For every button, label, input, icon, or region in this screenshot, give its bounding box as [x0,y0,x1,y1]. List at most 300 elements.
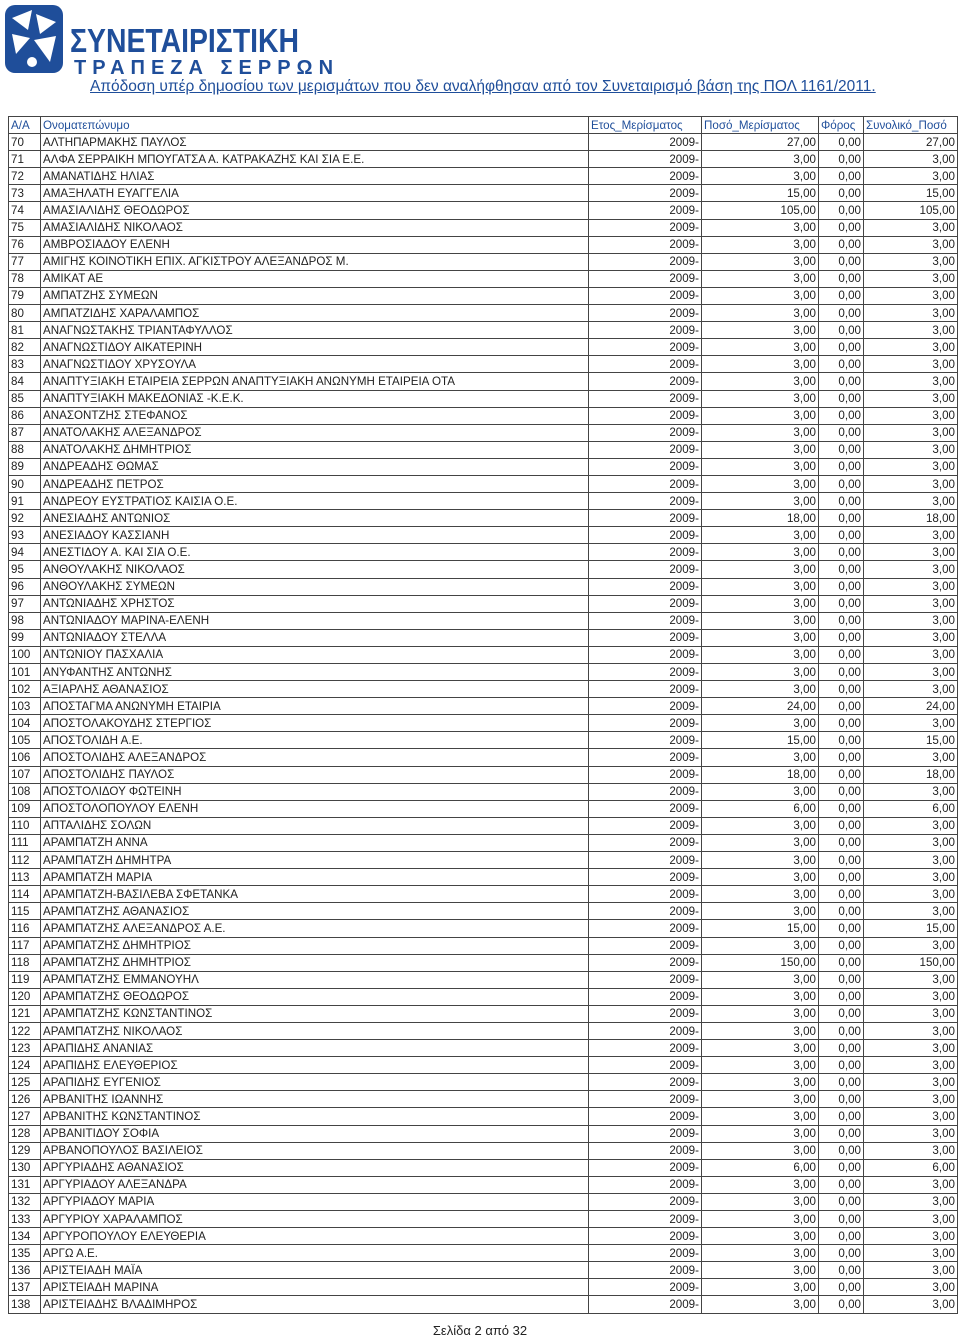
cell-amount: 3,00 [702,1142,819,1159]
table-row [9,527,958,544]
cell-aa: 100 [9,646,41,663]
table-row [9,1279,958,1296]
cell-name: ΑΡΒΑΝΙΤΗΣ ΚΩΝΣΤΑΝΤΙΝΟΣ [41,1108,589,1125]
cell-total: 3,00 [864,373,958,390]
cell-name: ΑΡΓΥΡΙΑΔΟΥ ΑΛΕΞΑΝΔΡΑ [41,1176,589,1193]
cell-amount: 3,00 [702,595,819,612]
cell-tax: 0,00 [819,1142,864,1159]
cell-total: 3,00 [864,390,958,407]
cell-tax: 0,00 [819,664,864,681]
table-row [9,305,958,322]
cell-year: 2009- [589,698,702,715]
cell-name: ΑΜΙΚΑΤ ΑΕ [41,270,589,287]
bank-logo-icon [4,4,64,74]
table-row [9,937,958,954]
cell-name: ΑΡΑΜΠΑΤΖΗ ΑΝΝΑ [41,834,589,851]
cell-total: 3,00 [864,1245,958,1262]
cell-tax: 0,00 [819,390,864,407]
cell-year: 2009- [589,339,702,356]
cell-tax: 0,00 [819,424,864,441]
table-row [9,954,958,971]
table-row [9,800,958,817]
cell-name: ΑΛΤΗΠΑΡΜΑΚΗΣ ΠΑΥΛΟΣ [41,134,589,151]
cell-name: ΑΡΑΜΠΑΤΖΗ-ΒΑΣΙΛΕΒΑ ΣΦΕΤΑΝΚΑ [41,886,589,903]
cell-tax: 0,00 [819,937,864,954]
table-row [9,834,958,851]
cell-tax: 0,00 [819,322,864,339]
cell-total: 15,00 [864,185,958,202]
cell-tax: 0,00 [819,800,864,817]
cell-name: ΑΠΟΣΤΟΛΟΠΟΥΛΟΥ ΕΛΕΝΗ [41,800,589,817]
cell-aa: 75 [9,219,41,236]
cell-amount: 3,00 [702,236,819,253]
cell-amount: 3,00 [702,1091,819,1108]
cell-name: ΑΡΑΜΠΑΤΖΗΣ ΑΘΑΝΑΣΙΟΣ [41,903,589,920]
cell-name: ΑΠΟΣΤΟΛΙΔΗ Α.Ε. [41,732,589,749]
header-total: Συνολικό_Ποσό [864,117,958,134]
cell-total: 3,00 [864,1176,958,1193]
cell-total: 3,00 [864,1074,958,1091]
cell-tax: 0,00 [819,1211,864,1228]
cell-name: ΑΠΟΣΤΟΛΙΔΟΥ ΦΩΤΕΙΝΗ [41,783,589,800]
header-amount: Ποσό_Μερίσματος [702,117,819,134]
cell-total: 3,00 [864,1125,958,1142]
cell-total: 3,00 [864,834,958,851]
cell-total: 6,00 [864,1159,958,1176]
cell-aa: 120 [9,988,41,1005]
cell-name: ΑΜΑΝΑΤΙΔΗΣ ΗΛΙΑΣ [41,168,589,185]
cell-year: 2009- [589,185,702,202]
cell-year: 2009- [589,629,702,646]
table-row [9,185,958,202]
cell-tax: 0,00 [819,1176,864,1193]
cell-amount: 3,00 [702,869,819,886]
cell-aa: 135 [9,1245,41,1262]
table-row [9,493,958,510]
cell-name: ΑΝΤΩΝΙΑΔΟΥ ΣΤΕΛΛΑ [41,629,589,646]
cell-aa: 81 [9,322,41,339]
cell-year: 2009- [589,612,702,629]
cell-tax: 0,00 [819,134,864,151]
cell-total: 3,00 [864,817,958,834]
cell-tax: 0,00 [819,646,864,663]
cell-name: ΑΡΑΜΠΑΤΖΗΣ ΘΕΟΔΩΡΟΣ [41,988,589,1005]
table-row [9,1091,958,1108]
cell-aa: 90 [9,475,41,492]
cell-tax: 0,00 [819,1296,864,1313]
cell-name: ΑΛΦΑ ΣΕΡΡΑΙΚΗ ΜΠΟΥΓΑΤΣΑ Α. ΚΑΤΡΑΚΑΖΗΣ ΚΑΙ ΣΙΑ Ε.Ε. [41,151,589,168]
cell-year: 2009- [589,1074,702,1091]
cell-year: 2009- [589,236,702,253]
cell-name: ΑΝΑΤΟΛΑΚΗΣ ΑΛΕΞΑΝΔΡΟΣ [41,424,589,441]
cell-name: ΑΝΑΠΤΥΞΙΑΚΗ ΕΤΑΙΡΕΙΑ ΣΕΡΡΩΝ ΑΝΑΠΤΥΞΙΑΚΗ ΑΝΩΝΥΜΗ ΕΤΑΙΡΕΙΑ ΟΤΑ [41,373,589,390]
cell-aa: 130 [9,1159,41,1176]
cell-amount: 3,00 [702,253,819,270]
table-row [9,869,958,886]
header-aa: Α/Α [9,117,41,134]
cell-year: 2009- [589,1193,702,1210]
cell-name: ΑΝΑΣΟΝΤΖΗΣ ΣΤΕΦΑΝΟΣ [41,407,589,424]
cell-amount: 3,00 [702,322,819,339]
cell-name: ΑΡΓΥΡΙΑΔΟΥ ΜΑΡΙΑ [41,1193,589,1210]
cell-total: 3,00 [864,475,958,492]
cell-name: ΑΡΓΩ Α.Ε. [41,1245,589,1262]
cell-name: ΑΡΙΣΤΕΙΑΔΗ ΜΑΡΙΝΑ [41,1279,589,1296]
cell-amount: 3,00 [702,1176,819,1193]
table-row [9,766,958,783]
cell-amount: 6,00 [702,800,819,817]
cell-total: 3,00 [864,1296,958,1313]
cell-year: 2009- [589,424,702,441]
cell-amount: 3,00 [702,749,819,766]
table-row [9,458,958,475]
cell-aa: 138 [9,1296,41,1313]
cell-year: 2009- [589,287,702,304]
cell-amount: 3,00 [702,852,819,869]
cell-year: 2009- [589,510,702,527]
cell-year: 2009- [589,886,702,903]
cell-total: 3,00 [864,595,958,612]
cell-aa: 96 [9,578,41,595]
cell-total: 3,00 [864,287,958,304]
document-header [0,0,960,110]
cell-amount: 3,00 [702,441,819,458]
cell-amount: 6,00 [702,1159,819,1176]
cell-year: 2009- [589,1125,702,1142]
cell-amount: 3,00 [702,305,819,322]
cell-aa: 107 [9,766,41,783]
cell-tax: 0,00 [819,595,864,612]
cell-year: 2009- [589,595,702,612]
page-number: Σελίδα 2 από 32 [432,1323,528,1338]
table-row [9,202,958,219]
cell-total: 3,00 [864,869,958,886]
table-row [9,1296,958,1313]
cell-year: 2009- [589,1091,702,1108]
table-row [9,1262,958,1279]
cell-total: 3,00 [864,339,958,356]
cell-name: ΑΡΙΣΤΕΙΑΔΗΣ ΒΛΑΔΙΜΗΡΟΣ [41,1296,589,1313]
table-row [9,971,958,988]
cell-amount: 3,00 [702,937,819,954]
cell-year: 2009- [589,971,702,988]
cell-tax: 0,00 [819,236,864,253]
cell-amount: 3,00 [702,424,819,441]
table-row [9,1176,958,1193]
cell-name: ΑΡΑΠΙΔΗΣ ΕΥΓΕΝΙΟΣ [41,1074,589,1091]
cell-name: ΑΠΟΣΤΟΛΙΔΗΣ ΠΑΥΛΟΣ [41,766,589,783]
cell-aa: 115 [9,903,41,920]
table-row [9,783,958,800]
table-row [9,253,958,270]
table-row [9,681,958,698]
cell-name: ΑΝΔΡΕΑΔΗΣ ΠΕΤΡΟΣ [41,475,589,492]
cell-aa: 98 [9,612,41,629]
cell-name: ΑΝΕΣΤΙΔΟΥ Α. ΚΑΙ ΣΙΑ Ο.Ε. [41,544,589,561]
cell-amount: 3,00 [702,475,819,492]
cell-aa: 78 [9,270,41,287]
table-row [9,578,958,595]
cell-tax: 0,00 [819,561,864,578]
cell-tax: 0,00 [819,185,864,202]
cell-aa: 80 [9,305,41,322]
cell-name: ΑΝΤΩΝΙΟΥ ΠΑΣΧΑΛΙΑ [41,646,589,663]
cell-amount: 3,00 [702,287,819,304]
cell-tax: 0,00 [819,578,864,595]
table-body [9,134,958,1313]
cell-name: ΑΜΒΡΟΣΙΑΔΟΥ ΕΛΕΝΗ [41,236,589,253]
cell-tax: 0,00 [819,1262,864,1279]
cell-year: 2009- [589,475,702,492]
cell-aa: 110 [9,817,41,834]
cell-name: ΑΡΑΜΠΑΤΖΗΣ ΚΩΝΣΤΑΝΤΙΝΟΣ [41,1005,589,1022]
header-year: Ετος_Μερίσματος [589,117,702,134]
cell-year: 2009- [589,869,702,886]
cell-aa: 122 [9,1022,41,1039]
cell-total: 3,00 [864,715,958,732]
dividends-table [8,116,958,1314]
cell-total: 105,00 [864,202,958,219]
cell-tax: 0,00 [819,253,864,270]
table-row [9,1211,958,1228]
table-row [9,1022,958,1039]
cell-year: 2009- [589,817,702,834]
cell-name: ΑΡΑΜΠΑΤΖΗΣ ΕΜΜΑΝΟΥΗΛ [41,971,589,988]
table-row [9,236,958,253]
cell-year: 2009- [589,1108,702,1125]
cell-name: ΑΜΠΑΤΖΙΔΗΣ ΧΑΡΑΛΑΜΠΟΣ [41,305,589,322]
table-row [9,612,958,629]
cell-amount: 3,00 [702,783,819,800]
cell-total: 18,00 [864,510,958,527]
cell-year: 2009- [589,390,702,407]
cell-amount: 3,00 [702,817,819,834]
cell-tax: 0,00 [819,681,864,698]
cell-year: 2009- [589,1005,702,1022]
cell-amount: 18,00 [702,510,819,527]
cell-year: 2009- [589,1142,702,1159]
cell-total: 3,00 [864,681,958,698]
cell-tax: 0,00 [819,783,864,800]
cell-total: 3,00 [864,612,958,629]
cell-aa: 91 [9,493,41,510]
table-row [9,1108,958,1125]
cell-tax: 0,00 [819,1005,864,1022]
cell-total: 3,00 [864,544,958,561]
table-row [9,544,958,561]
table-row [9,407,958,424]
cell-year: 2009- [589,578,702,595]
cell-amount: 3,00 [702,612,819,629]
cell-name: ΑΝΕΣΙΑΔΟΥ ΚΑΣΣΙΑΝΗ [41,527,589,544]
cell-name: ΑΠΟΣΤΟΛΙΔΗΣ ΑΛΕΞΑΝΔΡΟΣ [41,749,589,766]
cell-year: 2009- [589,202,702,219]
cell-total: 3,00 [864,1262,958,1279]
cell-year: 2009- [589,151,702,168]
cell-tax: 0,00 [819,886,864,903]
cell-amount: 3,00 [702,834,819,851]
cell-aa: 119 [9,971,41,988]
cell-name: ΑΝΔΡΕΑΔΗΣ ΘΩΜΑΣ [41,458,589,475]
cell-total: 3,00 [864,1057,958,1074]
cell-year: 2009- [589,903,702,920]
table-row [9,1057,958,1074]
cell-amount: 3,00 [702,458,819,475]
cell-amount: 3,00 [702,1296,819,1313]
cell-aa: 133 [9,1211,41,1228]
cell-year: 2009- [589,852,702,869]
table-row [9,287,958,304]
cell-aa: 113 [9,869,41,886]
cell-aa: 87 [9,424,41,441]
cell-aa: 101 [9,664,41,681]
cell-name: ΑΡΓΥΡΙΑΔΗΣ ΑΘΑΝΑΣΙΟΣ [41,1159,589,1176]
cell-year: 2009- [589,681,702,698]
document-subtitle: Απόδοση υπέρ δημοσίου των μερισμάτων που δεν αναλήφθησαν από τον Συνεταιρισμό βάση της ΠΟΛ 1161/2011. [90,78,876,95]
cell-amount: 3,00 [702,1245,819,1262]
cell-name: ΑΜΑΞΗΛΑΤΗ ΕΥΑΓΓΕΛΙΑ [41,185,589,202]
cell-aa: 125 [9,1074,41,1091]
brand-name: ΣΥΝΕΤΑΙΡΙΣΤΙΚΗ [70,22,300,59]
cell-year: 2009- [589,1159,702,1176]
cell-aa: 131 [9,1176,41,1193]
table-row [9,1142,958,1159]
cell-year: 2009- [589,1022,702,1039]
cell-year: 2009- [589,253,702,270]
table-row [9,988,958,1005]
table-row [9,1074,958,1091]
cell-name: ΑΜΑΣΙΑΛΙΔΗΣ ΘΕΟΔΩΡΟΣ [41,202,589,219]
cell-tax: 0,00 [819,971,864,988]
cell-amount: 3,00 [702,1005,819,1022]
cell-total: 3,00 [864,356,958,373]
cell-amount: 3,00 [702,578,819,595]
cell-aa: 123 [9,1040,41,1057]
cell-name: ΑΡΑΜΠΑΤΖΗΣ ΑΛΕΞΑΝΔΡΟΣ Α.Ε. [41,920,589,937]
cell-aa: 117 [9,937,41,954]
cell-year: 2009- [589,322,702,339]
cell-year: 2009- [589,1296,702,1313]
cell-year: 2009- [589,1040,702,1057]
cell-amount: 3,00 [702,1022,819,1039]
cell-name: ΑΡΒΑΝΙΤΗΣ ΙΩΑΝΝΗΣ [41,1091,589,1108]
cell-tax: 0,00 [819,1108,864,1125]
cell-tax: 0,00 [819,168,864,185]
cell-tax: 0,00 [819,475,864,492]
cell-year: 2009- [589,441,702,458]
cell-aa: 73 [9,185,41,202]
cell-aa: 109 [9,800,41,817]
cell-name: ΑΡΓΥΡΙΟΥ ΧΑΡΑΛΑΜΠΟΣ [41,1211,589,1228]
cell-aa: 74 [9,202,41,219]
table-row [9,595,958,612]
brand-block [70,24,339,78]
cell-total: 3,00 [864,903,958,920]
cell-total: 3,00 [864,168,958,185]
cell-total: 3,00 [864,322,958,339]
cell-tax: 0,00 [819,1074,864,1091]
cell-aa: 103 [9,698,41,715]
cell-tax: 0,00 [819,527,864,544]
cell-tax: 0,00 [819,219,864,236]
cell-total: 3,00 [864,646,958,663]
cell-year: 2009- [589,458,702,475]
cell-aa: 124 [9,1057,41,1074]
table-row [9,475,958,492]
cell-amount: 3,00 [702,715,819,732]
table-row [9,390,958,407]
cell-total: 150,00 [864,954,958,971]
cell-total: 15,00 [864,920,958,937]
cell-amount: 3,00 [702,356,819,373]
cell-amount: 3,00 [702,903,819,920]
table-row [9,424,958,441]
cell-year: 2009- [589,1262,702,1279]
cell-name: ΑΡΓΥΡΟΠΟΥΛΟΥ ΕΛΕΥΘΕΡΙΑ [41,1228,589,1245]
cell-tax: 0,00 [819,817,864,834]
table-row [9,1228,958,1245]
cell-aa: 72 [9,168,41,185]
cell-tax: 0,00 [819,339,864,356]
cell-name: ΑΡΑΠΙΔΗΣ ΑΝΑΝΙΑΣ [41,1040,589,1057]
table-row [9,356,958,373]
cell-name: ΑΠΟΣΤΑΓΜΑ ΑΝΩΝΥΜΗ ΕΤΑΙΡΙΑ [41,698,589,715]
cell-year: 2009- [589,749,702,766]
cell-amount: 15,00 [702,185,819,202]
cell-year: 2009- [589,988,702,1005]
cell-total: 3,00 [864,1228,958,1245]
cell-year: 2009- [589,1176,702,1193]
table-row [9,698,958,715]
cell-total: 3,00 [864,852,958,869]
cell-amount: 3,00 [702,270,819,287]
cell-name: ΑΜΠΑΤΖΗΣ ΣΥΜΕΩΝ [41,287,589,304]
cell-year: 2009- [589,920,702,937]
table-row [9,886,958,903]
cell-year: 2009- [589,715,702,732]
cell-aa: 111 [9,834,41,851]
cell-total: 3,00 [864,1022,958,1039]
cell-year: 2009- [589,937,702,954]
cell-total: 3,00 [864,1005,958,1022]
table-row [9,749,958,766]
cell-aa: 92 [9,510,41,527]
cell-name: ΑΝΘΟΥΛΑΚΗΣ ΝΙΚΟΛΑΟΣ [41,561,589,578]
table-row [9,1125,958,1142]
cell-aa: 116 [9,920,41,937]
cell-tax: 0,00 [819,869,864,886]
cell-amount: 3,00 [702,493,819,510]
cell-tax: 0,00 [819,1091,864,1108]
cell-amount: 3,00 [702,168,819,185]
cell-aa: 128 [9,1125,41,1142]
cell-tax: 0,00 [819,305,864,322]
cell-tax: 0,00 [819,458,864,475]
cell-tax: 0,00 [819,544,864,561]
table-row [9,219,958,236]
cell-name: ΑΡΑΜΠΑΤΖΗΣ ΔΗΜΗΤΡΙΟΣ [41,937,589,954]
cell-name: ΑΝΑΤΟΛΑΚΗΣ ΔΗΜΗΤΡΙΟΣ [41,441,589,458]
cell-amount: 3,00 [702,219,819,236]
cell-total: 3,00 [864,1040,958,1057]
table-row [9,373,958,390]
cell-aa: 106 [9,749,41,766]
cell-amount: 3,00 [702,407,819,424]
cell-year: 2009- [589,800,702,817]
cell-amount: 3,00 [702,1125,819,1142]
header-tax: Φόρος [819,117,864,134]
cell-year: 2009- [589,664,702,681]
